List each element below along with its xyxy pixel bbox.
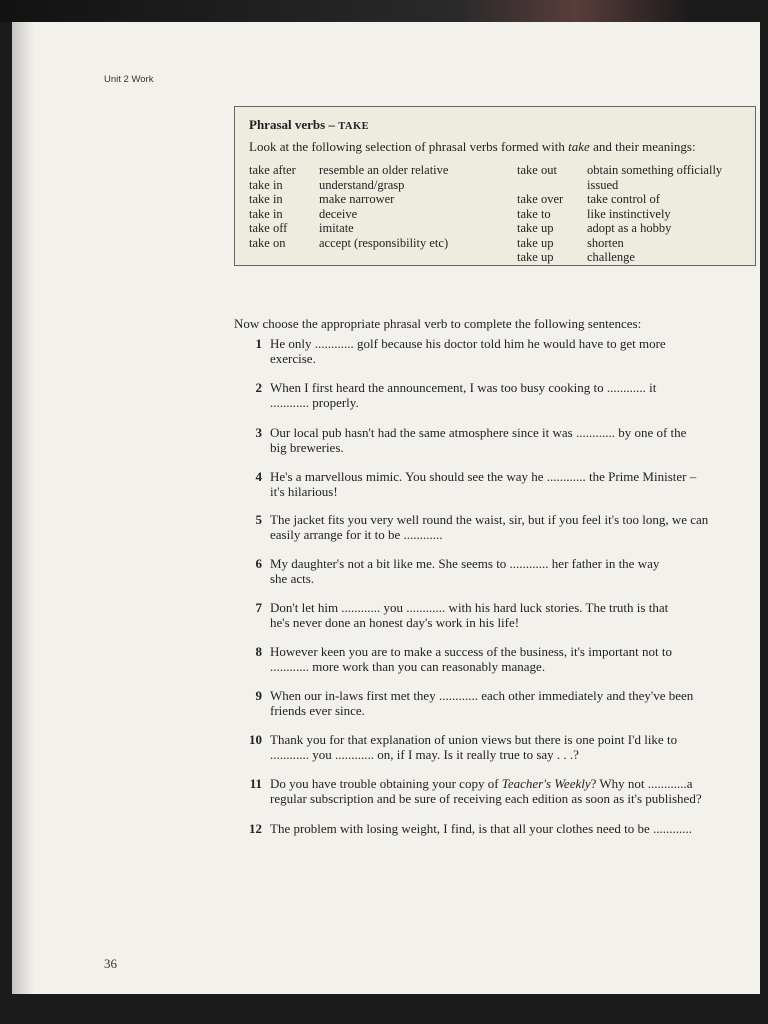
verb: take up (517, 250, 554, 264)
scan-top-edge (0, 0, 768, 22)
meaning: like instinctively (587, 206, 671, 221)
item-line: friends ever since. (270, 703, 365, 718)
item-line: she acts. (270, 571, 315, 586)
meaning: take control of (587, 192, 660, 206)
verb: take off (249, 221, 288, 235)
meaning: resemble an older relative (319, 163, 449, 177)
verb-row (249, 192, 448, 207)
exercise-item (234, 556, 760, 586)
item-number: 2 (255, 380, 262, 395)
item-text: Do you have trouble obtaining your copy of (270, 776, 502, 791)
item-line: ............ more work than you can reasonably manage. (270, 659, 546, 674)
item-line: The jacket fits you very well round the waist, sir, but if you feel it's too long, we can (270, 512, 709, 527)
item-line: ............ you ............ on, if I may. Is it really true to say . . .? (270, 747, 579, 762)
verb-row (249, 163, 448, 178)
meaning: obtain something officially (587, 163, 723, 177)
meaning: deceive (319, 206, 358, 221)
item-number: 9 (255, 688, 262, 703)
meaning: accept (responsibility etc) (319, 235, 449, 250)
item-line: Don't let him ............ you ............ with his hard luck stories. The truth is that (270, 600, 669, 615)
item-number: 3 (255, 425, 262, 440)
item-line: regular subscription and be sure of receiving each edition as soon as it's published? (270, 791, 702, 806)
item-number: 11 (249, 776, 262, 791)
page-fold-shadow (12, 22, 34, 994)
item-line: it's hilarious! (270, 484, 338, 499)
verb-row (249, 178, 448, 193)
item-number: 5 (255, 512, 262, 527)
exercise-item (234, 469, 760, 499)
item-line: ............ properly. (270, 395, 359, 410)
exercise-instructions: Now choose the appropriate phrasal verb to complete the following sentences: (234, 316, 642, 331)
item-text: ? Why not ............a (590, 776, 693, 791)
exercise-item (234, 688, 760, 718)
item-number: 4 (255, 469, 262, 484)
item-line: He's a marvellous mimic. You should see the way he ............ the Prime Minister – (270, 469, 697, 484)
verb-row (249, 236, 448, 251)
verb: take in (249, 206, 283, 221)
item-number: 7 (255, 600, 262, 615)
item-line: easily arrange for it to be ............ (270, 527, 443, 542)
verb: take in (249, 192, 283, 206)
box-intro-italic: take (568, 139, 590, 154)
verb-column-left (249, 163, 448, 250)
verb (517, 178, 587, 193)
verb: take up (517, 235, 554, 250)
book-page (12, 22, 760, 994)
item-line: However keen you are to make a success of the business, it's important not to (270, 644, 672, 659)
verb: take over (517, 192, 564, 206)
verb-row (517, 178, 755, 193)
verb-row (517, 236, 755, 251)
verb: take up (517, 221, 554, 235)
verb-row (517, 250, 755, 265)
box-intro (249, 139, 741, 155)
exercise-item (234, 425, 760, 455)
item-line: He only ............ golf because his doctor told him he would have to get more (270, 336, 666, 351)
verb-row (249, 221, 448, 236)
item-number: 6 (255, 556, 262, 571)
item-line: exercise. (270, 351, 316, 366)
meaning: issued (587, 177, 619, 192)
verb: take on (249, 235, 286, 250)
magazine-title: Teacher's Weekly (501, 776, 591, 791)
item-number: 8 (255, 644, 262, 659)
verb: take to (517, 206, 551, 221)
meaning: understand/grasp (319, 177, 405, 192)
item-line: Thank you for that explanation of union views but there is one point I'd like to (270, 732, 678, 747)
meaning: imitate (319, 221, 354, 235)
meaning: challenge (587, 250, 635, 264)
phrasal-verbs-box (234, 106, 756, 266)
running-head: Unit 2 Work (104, 74, 154, 85)
item-line: When I first heard the announcement, I was too busy cooking to ............ it (270, 380, 657, 395)
item-line: When our in-laws first met they ............ each other immediately and they've been (270, 688, 694, 703)
verb-row (517, 207, 755, 222)
item-line: My daughter's not a bit like me. She seems to ............ her father in the way (270, 556, 660, 571)
box-intro-after: and their meanings: (589, 139, 696, 154)
item-line: Our local pub hasn't had the same atmosphere since it was ............ by one of the (270, 425, 687, 440)
meaning: shorten (587, 235, 624, 250)
exercise-item (234, 821, 760, 836)
verb: take out (517, 163, 557, 177)
exercise-item (234, 512, 760, 542)
item-line: big breweries. (270, 440, 344, 455)
box-title (249, 117, 741, 133)
exercise-item (234, 644, 760, 674)
exercise-item (234, 600, 760, 630)
item-line: The problem with losing weight, I find, is that all your clothes need to be ............ (270, 821, 693, 836)
item-line (270, 776, 760, 791)
meaning: make narrower (319, 192, 395, 206)
box-title-word: TAKE (338, 121, 370, 132)
item-number: 10 (249, 732, 262, 747)
exercise-item (234, 380, 760, 410)
meaning: adopt as a hobby (587, 221, 672, 235)
verb-row (517, 192, 755, 207)
verb-column-right (517, 163, 755, 265)
box-title-main: Phrasal verbs – (249, 117, 339, 132)
item-number: 1 (255, 336, 262, 351)
exercise-item (234, 776, 760, 806)
exercise-item (234, 336, 760, 366)
box-intro-before: Look at the following selection of phrasal verbs formed with (249, 139, 569, 154)
verb-row (517, 221, 755, 236)
item-number: 12 (249, 821, 262, 836)
verb: take in (249, 177, 283, 192)
item-line: he's never done an honest day's work in his life! (270, 615, 520, 630)
verb-row (249, 207, 448, 222)
exercise-item (234, 732, 760, 762)
verb-row (517, 163, 755, 178)
page-number: 36 (104, 956, 117, 971)
verb: take after (249, 163, 296, 177)
